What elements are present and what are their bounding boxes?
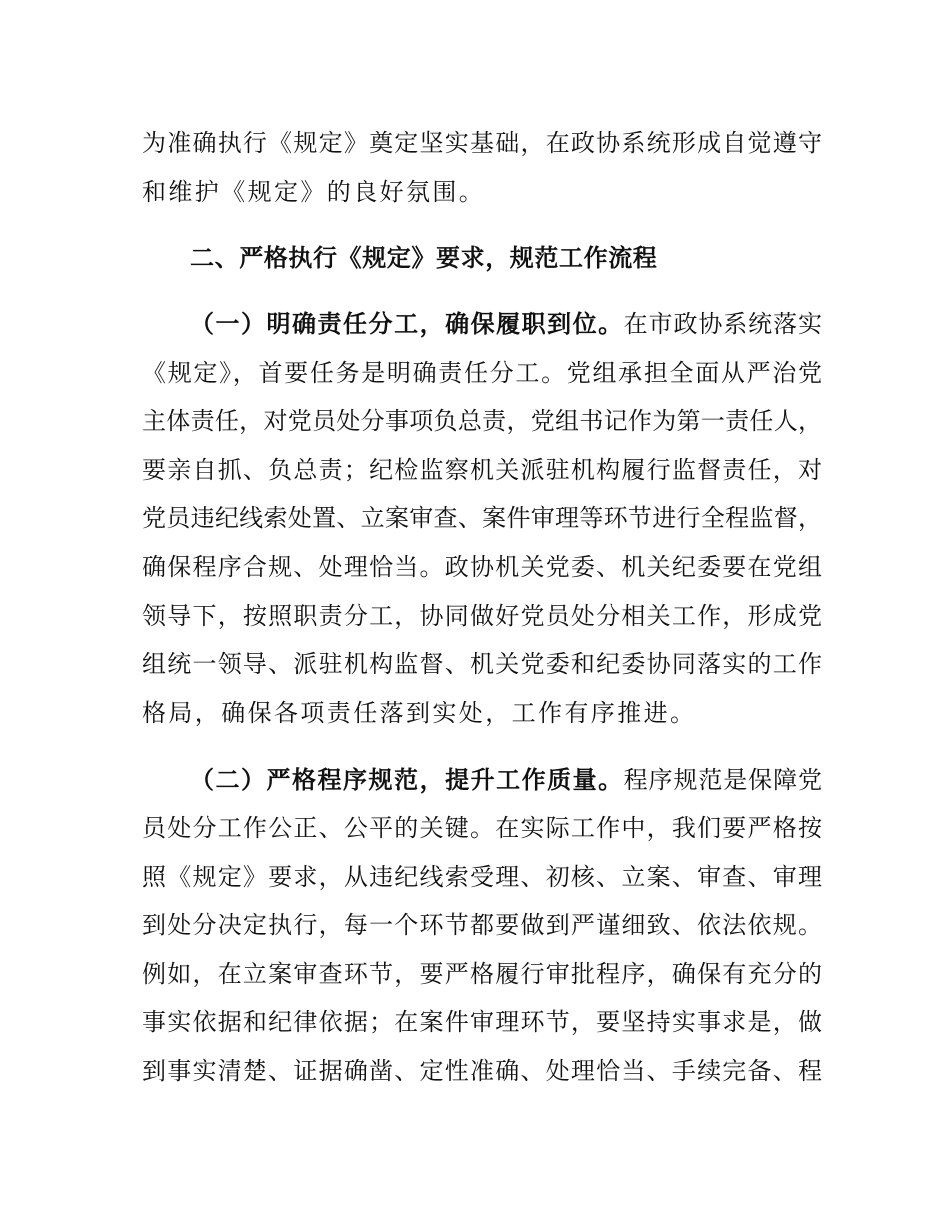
subsection-1-line-9: 格局，确保各项责任落到实处，工作有序推进。 — [142, 699, 697, 727]
intro-line-1: 为准确执行《规定》奠定坚实基础，在政协系统形成自觉遵守 — [142, 129, 822, 157]
subsection-2-line-4: 到处分决定执行，每一个环节都要做到严谨细致、依法依规。 — [142, 911, 822, 939]
subsection-1-first-line-rest: 在市政协系统落实 — [623, 310, 822, 338]
subsection-2-line-7: 到事实清楚、证据确凿、定性准确、处理恰当、手续完备、程 — [142, 1057, 822, 1085]
subsection-2-line-6: 事实依据和纪律依据；在案件审理环节，要坚持实事求是，做 — [142, 1008, 822, 1036]
subsection-2-title: （二）严格程序规范，提升工作质量。 — [190, 766, 624, 794]
subsection-2-line-5: 例如，在立案审查环节，要严格履行审批程序，确保有充分的 — [142, 960, 822, 988]
subsection-1-line-2: 《规定》，首要任务是明确责任分工。党组承担全面从严治党 — [142, 359, 822, 387]
subsection-1-title: （一）明确责任分工，确保履职到位。 — [190, 310, 624, 338]
intro-line-2: 和维护《规定》的良好氛围。 — [142, 178, 486, 206]
subsection-2-line-2: 员处分工作公正、公平的关键。在实际工作中，我们要严格按 — [142, 814, 822, 842]
subsection-1-line-8: 组统一领导、派驻机构监督、机关党委和纪委协同落实的工作 — [142, 650, 822, 678]
subsection-1-first-line — [190, 304, 822, 344]
section-heading: 二、严格执行《规定》要求，规范工作流程 — [190, 244, 658, 272]
subsection-2-first-line-rest: 程序规范是保障党 — [623, 766, 822, 794]
subsection-1-line-7: 领导下，按照职责分工，协同做好党员处分相关工作，形成党 — [142, 602, 822, 630]
subsection-1-line-4: 要亲自抓、负总责；纪检监察机关派驻机构履行监督责任，对 — [142, 456, 822, 484]
subsection-1-line-3: 主体责任，对党员处分事项负总责，党组书记作为第一责任人， — [142, 407, 822, 435]
subsection-2-first-line — [190, 760, 822, 800]
subsection-1-line-6: 确保程序合规、处理恰当。政协机关党委、机关纪委要在党组 — [142, 553, 822, 581]
subsection-2-line-3: 照《规定》要求，从违纪线索受理、初核、立案、审查、审理 — [142, 863, 822, 891]
subsection-1-line-5: 党员违纪线索处置、立案审查、案件审理等环节进行全程监督， — [142, 504, 822, 532]
